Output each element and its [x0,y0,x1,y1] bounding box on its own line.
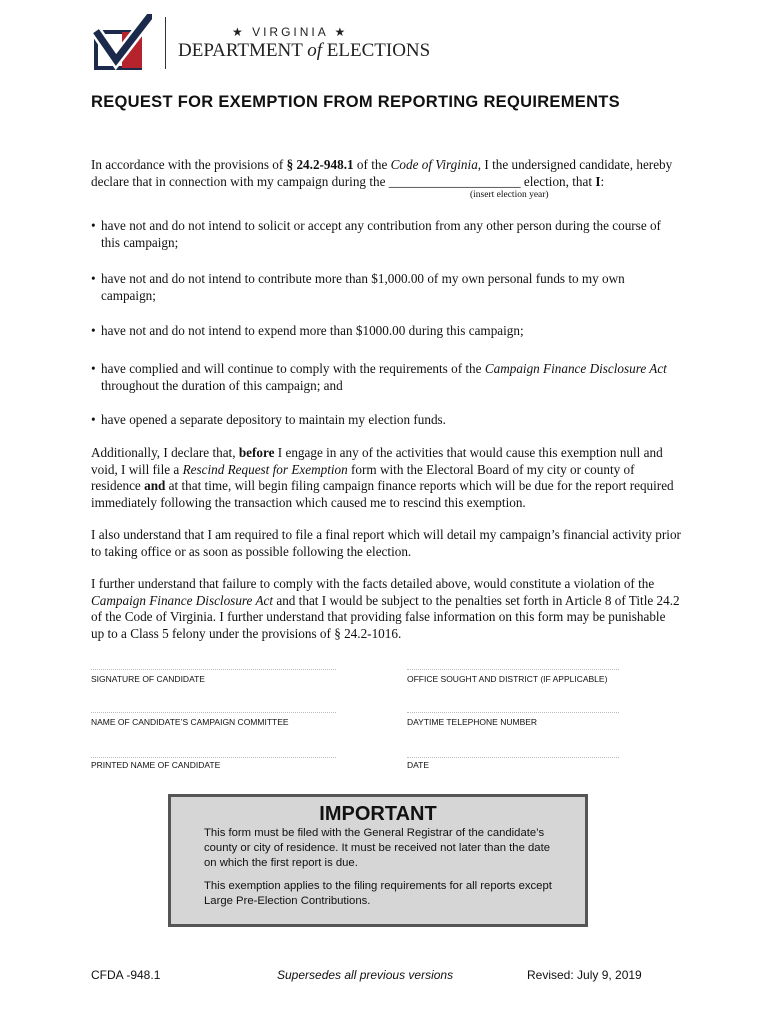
office-line[interactable] [407,669,619,670]
bullet-item: • have not and do not intend to solicit or accept any contribution from any other person during the course of this campaign; [91,218,661,250]
phone-line[interactable] [407,712,619,713]
election-year-hint: (insert election year) [470,190,549,200]
election-year-blank[interactable]: ____________________ [388,173,521,189]
logo-divider [165,17,166,69]
notice-filing-text: This form must be filed with the General Registrar of the candidate’s county or city of residence. It must be received not later than the date on which the first report is due. [204,827,551,869]
signature-label: SIGNATURE OF CANDIDATE [91,674,205,684]
form-title: REQUEST FOR EXEMPTION FROM REPORTING REQUIREMENTS [91,93,620,111]
date-line[interactable] [407,757,619,758]
committee-line[interactable] [91,712,336,713]
signature-line[interactable] [91,669,336,670]
date-label: DATE [407,760,430,770]
notice-title: IMPORTANT [319,803,437,825]
footer-form-id: CFDA -948.1 [91,968,161,982]
checkmark-ballot-logo-icon [92,14,152,72]
penalty-paragraph: I further understand that failure to comply with the facts detailed above, would constitute a violation of the Campaign Finance Disclosure Act and that I would be subject to the penalties set forth in Article 8 of Title 24.2 of the Code of Virginia. I further understand that providing false information on this form may be punishable up to a Class 5 felony under the provisions of § 24.2-1016. [91,576,680,641]
printed-name-line[interactable] [91,757,336,758]
rescind-paragraph: Additionally, I declare that, before I engage in any of the activities that would cause this exemption null and void, I will file a Rescind Request for Exemption form with the Electoral Board of my city or county of residence and at that time, will begin filing campaign finance reports which will be due for the report required immediately following the transaction which caused me to rescind this exemption. [91,445,674,510]
bullet-item: • have opened a separate depository to maintain my election funds. [91,412,446,427]
final-report-paragraph: I also understand that I am required to file a final report which will detail my campaign’s financial activity prior to taking office or as soon as possible following the election. [91,527,681,559]
committee-label: NAME OF CANDIDATE’S CAMPAIGN COMMITTEE [91,717,289,727]
footer-revised-date: Revised: July 9, 2019 [527,968,642,982]
phone-label: DAYTIME TELEPHONE NUMBER [407,717,538,727]
bullet-item: • have complied and will continue to comply with the requirements of the Campaign Finance Disclosure Act throughout the duration of this campaign; and [91,361,667,393]
logo-department-name: DEPARTMENT of ELECTIONS [178,40,431,61]
important-notice-box [168,794,588,927]
logo-state-line: ★ VIRGINIA ★ [232,25,349,39]
footer-supersedes: Supersedes all previous versions [277,968,454,982]
notice-exemption-text: This exemption applies to the filing requirements for all reports except Large Pre-Election Contributions. [204,880,552,907]
office-label: OFFICE SOUGHT AND DISTRICT (IF APPLICABLE) [407,674,608,684]
bullet-item: • have not and do not intend to contribute more than $1,000.00 of my own personal funds to my own campaign; [91,271,625,303]
printed-name-label: PRINTED NAME OF CANDIDATE [91,760,221,770]
bullet-item: • have not and do not intend to expend more than $1000.00 during this campaign; [91,323,524,338]
intro-paragraph: In accordance with the provisions of § 24.2-948.1 of the Code of Virginia, I the undersigned candidate, hereby declare that in connection with my campaign during the ____________________ election, that I: [91,157,673,189]
